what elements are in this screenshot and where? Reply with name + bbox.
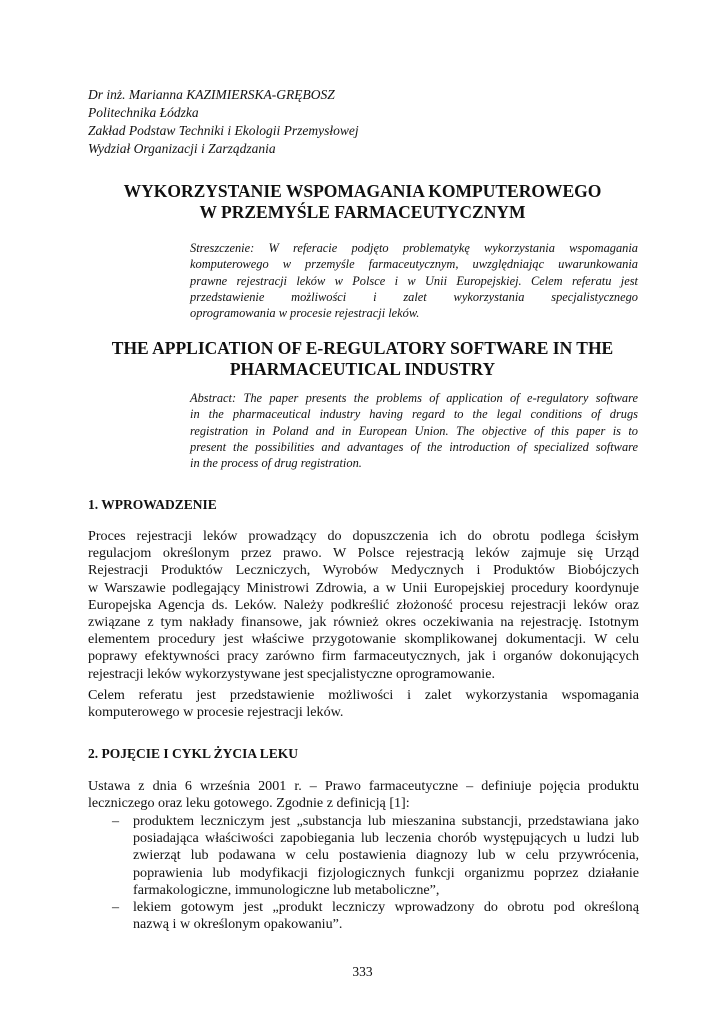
title-english-line: THE APPLICATION OF E-REGULATORY SOFTWARE IN THE (111, 338, 614, 358)
section-1-paragraph-2 (88, 687, 639, 721)
paragraph-line: Proces rejestracji leków prowadzący do dopuszczenia ich do obrotu podlega ścisłym (88, 528, 639, 544)
list-item-line: lekiem gotowym jest „produkt leczniczy wprowadzony do obrotu pod określoną (133, 898, 639, 915)
list-item-line: posiadająca właściwości zapobiegania lub leczenia chorób występujących u ludzi lub (133, 830, 639, 847)
abstract-english-line: Abstract: The paper presents the problems of application of e-regulatory software (190, 391, 638, 405)
abstract-english-line: present the possibilities and advantages of the introduction of specialized software (190, 439, 638, 454)
paragraph-line: poprawy efektywności pracy zarówno firm farmaceutycznych, jak i organów dokonujących (88, 648, 639, 665)
abstract-english-line: in the pharmaceutical industry having regard to the legal conditions of drugs (190, 407, 638, 422)
section-2-heading: 2. POJĘCIE I CYKL ŻYCIA LEKU (88, 746, 299, 761)
abstract-polish-line: prawne rejestracji leków w Polsce i w Unii Europejskiej. Celem referatu jest (190, 273, 638, 288)
paragraph-line: rejestracji leków wykorzystywane jest specjalistyczne oprogramowanie. (88, 665, 496, 682)
list-item (88, 899, 639, 933)
paragraph-line: leczniczego oraz leku gotowego. Zgodnie z definicją [1]: (88, 795, 410, 812)
author-block (88, 86, 359, 158)
author-faculty: Wydział Organizacji i Zarządzania (88, 141, 276, 156)
title-polish (60, 181, 665, 223)
abstract-polish-line: oprogramowania w procesie rejestracji leków. (190, 306, 420, 321)
abstract-polish-line: Streszczenie: W referacie podjęto problematykę wykorzystania wspomagania (190, 241, 638, 255)
paragraph-line: Europejska Agencja ds. Leków. Należy podkreślić złożoność procesu rejestracji leków oraz (88, 596, 639, 613)
abstract-polish-line: przedstawienie możliwości i zalet wykorzystania specjalistycznego (190, 289, 638, 304)
section-1-heading: 1. WPROWADZENIE (88, 497, 217, 512)
definition-list (88, 813, 639, 933)
paragraph-line: Ustawa z dnia 6 września 2001 r. – Prawo farmaceutyczne – definiuje pojęcia produktu (88, 778, 639, 794)
abstract-english-line: in the process of drug registration. (190, 456, 362, 471)
title-english (60, 338, 665, 380)
bullet-dash: – (112, 813, 120, 829)
abstract-english-line: registration in Poland and in European Union. The objective of this paper is to (190, 423, 638, 438)
list-item-line: poprawienia lub modyfikacji fizjologicznych funkcji organizmu poprzez działanie (133, 864, 639, 881)
paragraph-line: w Warszawie podlegający Ministrowi Zdrowia, a w Unii Europejskiej procedury koordynuje (88, 579, 639, 596)
section-1-paragraph-1 (88, 528, 639, 683)
abstract-polish (190, 240, 638, 321)
author-university: Politechnika Łódzka (88, 105, 199, 120)
author-department: Zakład Podstaw Techniki i Ekologii Przemysłowej (88, 123, 359, 138)
list-item-line: farmakologiczne, immunologiczne lub metaboliczne”, (133, 881, 440, 898)
paragraph-line: komputerowego w procesie rejestracji leków. (88, 704, 344, 721)
list-item (88, 813, 639, 899)
list-item-line: zwierząt lub podawana w celu postawienia diagnozy lub w celu przywrócenia, (133, 847, 639, 864)
section-2-paragraph-1 (88, 778, 639, 812)
list-item-line: nazwą i w określonym opakowaniu”. (133, 916, 343, 933)
abstract-polish-line: komputerowego w przemyśle farmaceutycznym, uwzględniając uwarunkowania (190, 257, 638, 272)
paragraph-line: Rejestracji Produktów Leczniczych, Wyrobów Medycznych i Produktów Biobójczych (88, 562, 639, 579)
paragraph-line: regulacjom określonym przez prawo. W Polsce rejestracją leków zajmuje się Urząd (88, 545, 639, 562)
title-polish-line: W PRZEMYŚLE FARMACEUTYCZNYM (199, 202, 526, 222)
title-polish-line: WYKORZYSTANIE WSPOMAGANIA KOMPUTEROWEGO (123, 181, 602, 201)
abstract-english (190, 390, 638, 471)
list-item-line: produktem leczniczym jest „substancja lub mieszanina substancji, przedstawiana jako (133, 813, 639, 829)
bullet-dash: – (112, 898, 120, 915)
page-number: 333 (352, 964, 373, 979)
title-english-line: PHARMACEUTICAL INDUSTRY (229, 359, 496, 379)
paragraph-line: związane z tym nakłady finansowe, jak również okres oczekiwania na rejestrację. Istotnym (88, 613, 639, 630)
paragraph-line: elementem procedury jest właściwe przygotowanie skomplikowanej dokumentacji. W celu (88, 631, 639, 648)
paragraph-line: Celem referatu jest przedstawienie możliwości i zalet wykorzystania wspomagania (88, 687, 639, 703)
author-name: Dr inż. Marianna KAZIMIERSKA-GRĘBOSZ (88, 87, 335, 102)
